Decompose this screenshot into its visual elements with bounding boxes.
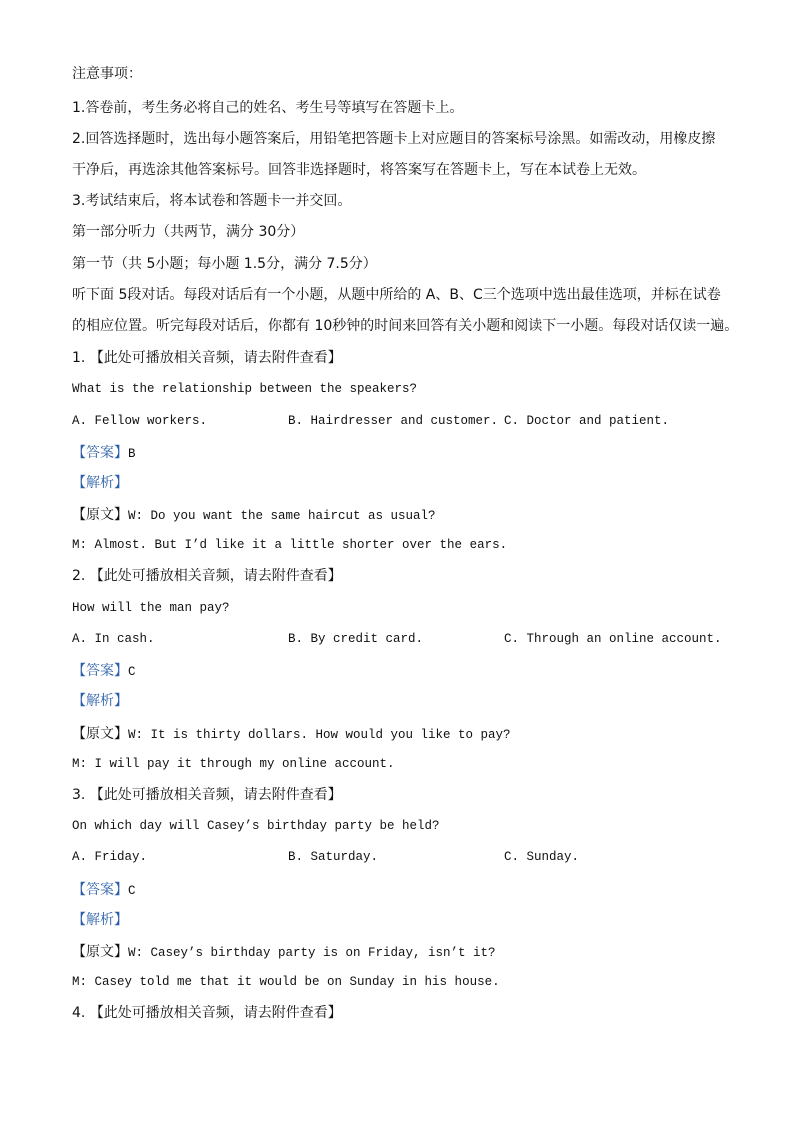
question-3-answer [72, 879, 136, 901]
answer-label: 【答案】 [72, 663, 128, 679]
option-c: C. Through an online account. [504, 632, 722, 646]
answer-label: 【答案】 [72, 882, 128, 898]
notice-item-2-line-1: 2.回答选择题时，选出每小题答案后，用铅笔把答题卡上对应题目的答案标号涂黑。如需改动，用橡皮擦 [72, 131, 716, 147]
question-1-original-m: M: Almost. But I’d like it a little shorter over the ears. [72, 538, 508, 552]
question-2-original-w [72, 723, 511, 745]
question-2-answer [72, 660, 136, 682]
question-1-analysis-label: 【解析】 [72, 475, 128, 491]
option-b: B. Saturday. [288, 850, 379, 864]
question-2-header[interactable]: 2. 【此处可播放相关音频，请去附件查看】 [72, 568, 342, 584]
instructions-line-2: 的相应位置。听完每段对话后，你都有 10秒钟的时间来回答有关小题和阅读下一小题。每段对话仅读一遍。 [72, 318, 739, 334]
option-b: B. Hairdresser and customer. [288, 414, 499, 428]
question-4-header[interactable]: 4. 【此处可播放相关音频，请去附件查看】 [72, 1005, 342, 1021]
option-c: C. Doctor and patient. [504, 414, 670, 428]
question-1-header[interactable]: 1. 【此处可播放相关音频，请去附件查看】 [72, 350, 342, 366]
original-label: 【原文】 [72, 944, 128, 960]
question-3-original-w [72, 941, 496, 963]
answer-label: 【答案】 [72, 445, 128, 461]
option-b: B. By credit card. [288, 632, 424, 646]
question-3-header[interactable]: 3. 【此处可播放相关音频，请去附件查看】 [72, 787, 342, 803]
answer-value: C [128, 665, 136, 679]
original-label: 【原文】 [72, 726, 128, 742]
notice-item-3: 3.考试结束后，将本试卷和答题卡一并交回。 [72, 193, 352, 209]
answer-value: C [128, 884, 136, 898]
original-w-text: W: Do you want the same haircut as usual? [128, 509, 436, 523]
notice-title: 注意事项： [72, 66, 142, 82]
question-1-text: What is the relationship between the speakers? [72, 382, 418, 396]
question-1-answer [72, 442, 136, 464]
question-1-original-w [72, 504, 436, 526]
question-3-analysis-label: 【解析】 [72, 912, 128, 928]
question-2-original-m: M: I will pay it through my online account. [72, 757, 395, 771]
part-title: 第一部分听力（共两节，满分 30分） [72, 224, 305, 240]
question-1-options [72, 411, 732, 431]
question-3-options [72, 847, 732, 867]
option-a: A. Fellow workers. [72, 414, 208, 428]
notice-item-2-line-2: 干净后，再选涂其他答案标号。回答非选择题时，将答案写在答题卡上，写在本试卷上无效。 [72, 162, 646, 178]
option-a: A. Friday. [72, 850, 148, 864]
question-3-original-m: M: Casey told me that it would be on Sunday in his house. [72, 975, 500, 989]
question-3-text: On which day will Casey’s birthday party be held? [72, 819, 440, 833]
answer-value: B [128, 447, 136, 461]
question-2-analysis-label: 【解析】 [72, 693, 128, 709]
original-label: 【原文】 [72, 507, 128, 523]
option-c: C. Sunday. [504, 850, 580, 864]
notice-item-1: 1.答卷前，考生务必将自己的姓名、考生号等填写在答题卡上。 [72, 100, 464, 116]
question-2-text: How will the man pay? [72, 601, 230, 615]
original-w-text: W: Casey’s birthday party is on Friday, isn’t it? [128, 946, 496, 960]
question-2-options [72, 629, 732, 649]
section-title: 第一节（共 5小题；每小题 1.5分，满分 7.5分） [72, 256, 377, 272]
option-a: A. In cash. [72, 632, 155, 646]
original-w-text: W: It is thirty dollars. How would you like to pay? [128, 728, 511, 742]
instructions-line-1: 听下面 5段对话。每段对话后有一个小题，从题中所给的 A、B、C三个选项中选出最佳选项，并标在试卷 [72, 287, 721, 303]
